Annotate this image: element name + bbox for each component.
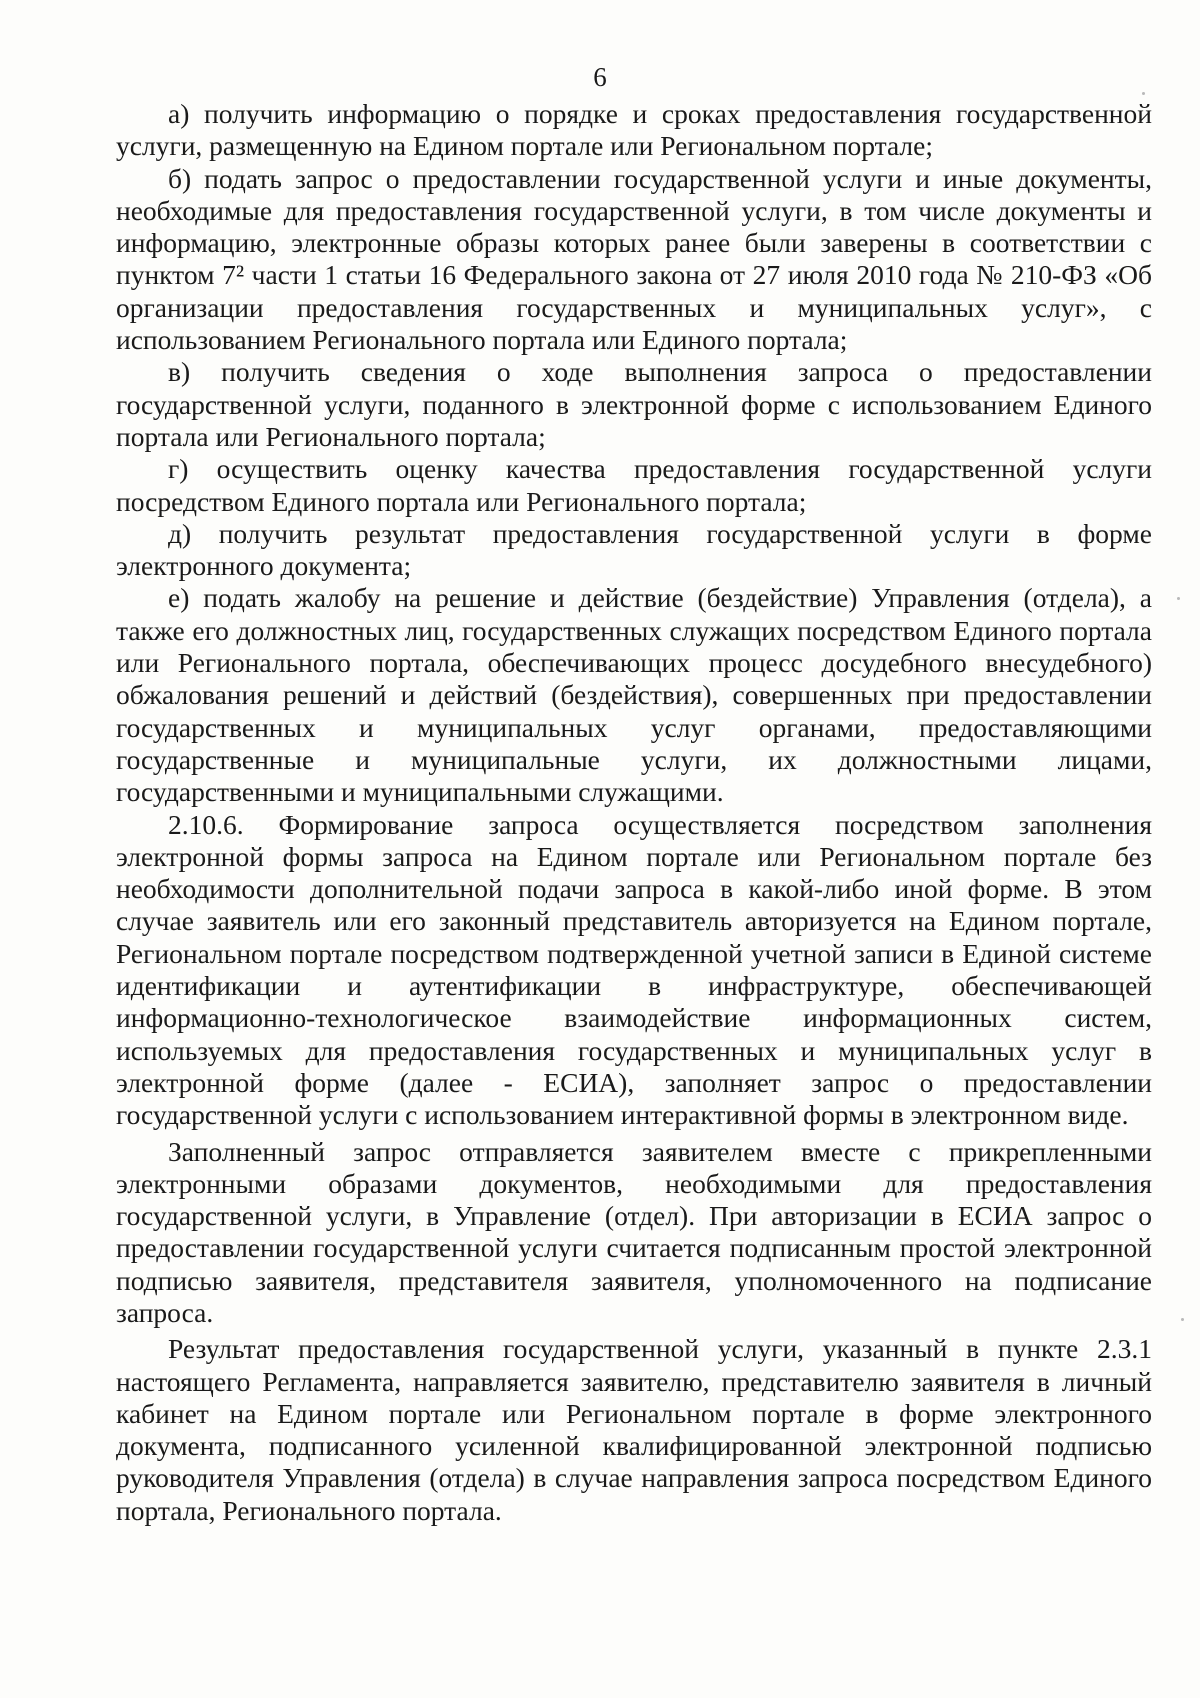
page-number: 6: [593, 62, 607, 92]
paragraph-item-e: е) подать жалобу на решение и действие (бездействие) Управления (отдела), а также его должностных лиц, государственных служащих посредством Единого портала или Регионального портала, обеспечивающих процесс досудебного внесудебного) обжалования решений и действий (бездействия), совершенных при предоставлении государственных и муниципальных услуг органами, предоставляющими государственные и муниципальные услуги, их должностными лицами, государственными и муниципальными служащими.: [116, 582, 1152, 808]
scan-speck: [1177, 597, 1180, 600]
paragraph-item-b: б) подать запрос о предоставлении государственной услуги и иные документы, необходимые для предоставления государственной услуги, в том числе документы и информацию, электронные образы которых ранее были заверены в соответствии с пунктом 7² части 1 статьи 16 Федерального закона от 27 июля 2010 года № 210-ФЗ «Об организации предоставления государственных и муниципальных услуг», с использованием Регионального портала или Единого портала;: [116, 162, 1152, 356]
paragraph-section-2-10-6: 2.10.6. Формирование запроса осуществляется посредством заполнения электронной формы запроса на Едином портале или Региональном портале без необходимости дополнительной подачи запроса в какой-либо иной форме. В этом случае заявитель или его законный представитель авторизуется на Едином портале, Региональном портале посредством подтвержденной учетной записи в Единой системе идентификации и аутентификации в инфраструктуре, обеспечивающей информационно-технологическое взаимодействие информационных систем, используемых для предоставления государственных и муниципальных услуг в электронной форме (далее - ЕСИА), заполняет запрос о предоставлении государственной услуги с использованием интерактивной формы в электронном виде.: [116, 808, 1152, 1131]
paragraph-item-v: в) получить сведения о ходе выполнения запроса о предоставлении государственной услуги, поданного в электронной форме с использованием Единого портала или Регионального портала;: [116, 356, 1152, 452]
paragraph-item-g: г) осуществить оценку качества предоставления государственной услуги посредством Единого портала или Регионального портала;: [116, 453, 1152, 517]
paragraph-item-d: д) получить результат предоставления государственной услуги в форме электронного документа;: [116, 517, 1152, 582]
scan-speck: [1142, 92, 1145, 95]
paragraph-service-result: Результат предоставления государственной услуги, указанный в пункте 2.3.1 настоящего Регламента, направляется заявителю, представителю заявителя в личный кабинет на Едином портале или Региональном портале в форме электронного документа, подписанного усиленной квалифицированной электронной подписью руководителя Управления (отдела) в случае направления запроса посредством Единого портала, Регионального портала.: [116, 1333, 1152, 1526]
paragraph-item-a: а) получить информацию о порядке и сроках предоставления государственной услуги, размещенную на Едином портале или Региональном портале;: [116, 98, 1152, 162]
document-body: [116, 98, 1152, 1527]
paragraph-filled-request: Заполненный запрос отправляется заявителем вместе с прикрепленными электронными образами документов, необходимыми для предоставления государственной услуги, в Управление (отдел). При авторизации в ЕСИА запрос о предоставлении государственной услуги считается подписанным простой электронной подписью заявителя, представителя заявителя, уполномоченного на подписание запроса.: [116, 1135, 1152, 1328]
scan-speck: [1181, 1318, 1184, 1321]
